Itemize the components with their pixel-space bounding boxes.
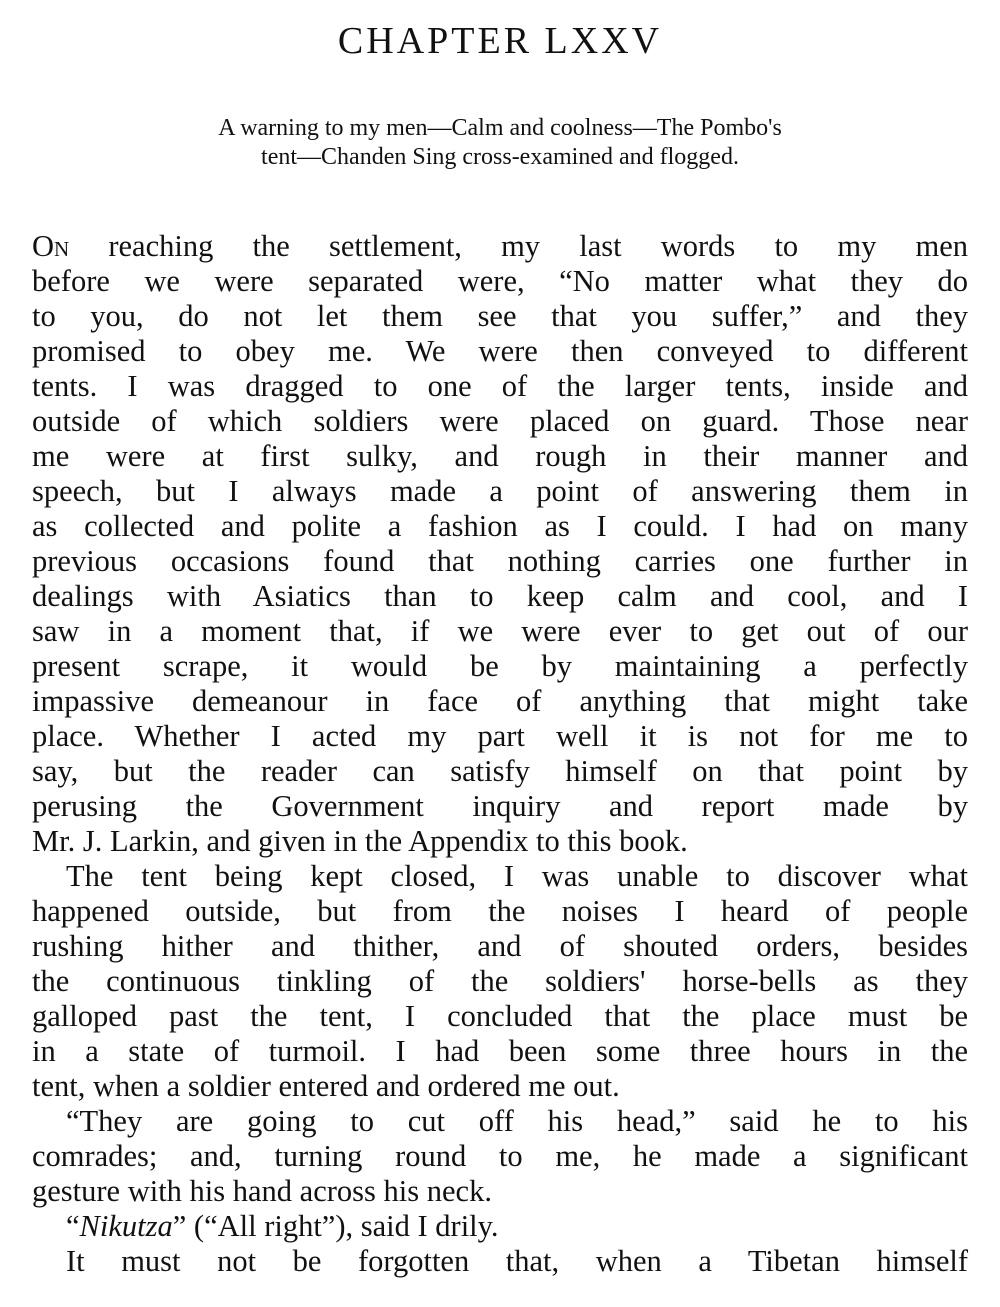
text-line: perusing the Government inquiry and report made by: [32, 789, 968, 823]
text-line: previous occasions found that nothing carries one further in: [32, 544, 968, 578]
text-line: place. Whether I acted my part well it is not for me to: [32, 719, 968, 753]
text-line: The tent being kept closed, I was unable to discover what: [66, 859, 968, 893]
text-line: Mr. J. Larkin, and given in the Appendix to this book.: [32, 824, 688, 858]
chapter-title: CHAPTER LXXV: [337, 20, 663, 62]
open-quote: “: [66, 1209, 80, 1243]
foreign-word: Nikutza: [79, 1209, 173, 1243]
text-line: comrades; and, turning round to me, he made a significant: [32, 1139, 968, 1173]
text-line: before we were separated were, “No matter what they do: [32, 264, 968, 298]
text-line: impassive demeanour in face of anything that might take: [32, 684, 968, 718]
drop-cap-initial: O: [32, 229, 55, 263]
text-line: in a state of turmoil. I had been some three hours in the: [32, 1034, 968, 1068]
small-caps-word: n: [54, 229, 70, 263]
text-line: outside of which soldiers were placed on guard. Those near: [32, 404, 968, 438]
text-line: rushing hither and thither, and of shouted orders, besides: [32, 929, 968, 963]
text-line: promised to obey me. We were then conveyed to different: [32, 334, 968, 368]
text-line: gesture with his hand across his neck.: [32, 1174, 492, 1208]
text-line: galloped past the tent, I concluded that the place must be: [32, 999, 968, 1033]
text-line: present scrape, it would be by maintaining a perfectly: [32, 649, 968, 683]
synopsis-line: tent—Chanden Sing cross-examined and flogged.: [261, 144, 739, 170]
text-line: the continuous tinkling of the soldiers' horse-bells as they: [32, 964, 968, 998]
text-line: to you, do not let them see that you suffer,” and they: [32, 299, 968, 333]
text-line: “They are going to cut off his head,” said he to his: [66, 1104, 968, 1138]
text-line: happened outside, but from the noises I heard of people: [32, 894, 968, 928]
dialogue-line: [32, 1209, 968, 1244]
synopsis-line: A warning to my men—Calm and coolness—The Pombo's: [218, 115, 782, 141]
text-line: speech, but I always made a point of answering them in: [32, 474, 968, 508]
line-text: reaching the settlement, my last words to my men: [69, 229, 968, 263]
text-line: saw in a moment that, if we were ever to get out of our: [32, 614, 968, 648]
dialogue-rest: ” (“All right”), said I drily.: [172, 1209, 499, 1243]
chapter-body: [32, 229, 968, 1279]
text-line: say, but the reader can satisfy himself on that point by: [32, 754, 968, 788]
text-line: [32, 229, 968, 264]
chapter-synopsis: [60, 114, 940, 172]
text-line: tent, when a soldier entered and ordered me out.: [32, 1069, 620, 1103]
text-line: It must not be forgotten that, when a Tibetan himself: [66, 1244, 968, 1278]
text-line: tents. I was dragged to one of the larger tents, inside and: [32, 369, 968, 403]
text-line: as collected and polite a fashion as I could. I had on many: [32, 509, 968, 543]
text-line: dealings with Asiatics than to keep calm and cool, and I: [32, 579, 968, 613]
text-line: me were at first sulky, and rough in their manner and: [32, 439, 968, 473]
